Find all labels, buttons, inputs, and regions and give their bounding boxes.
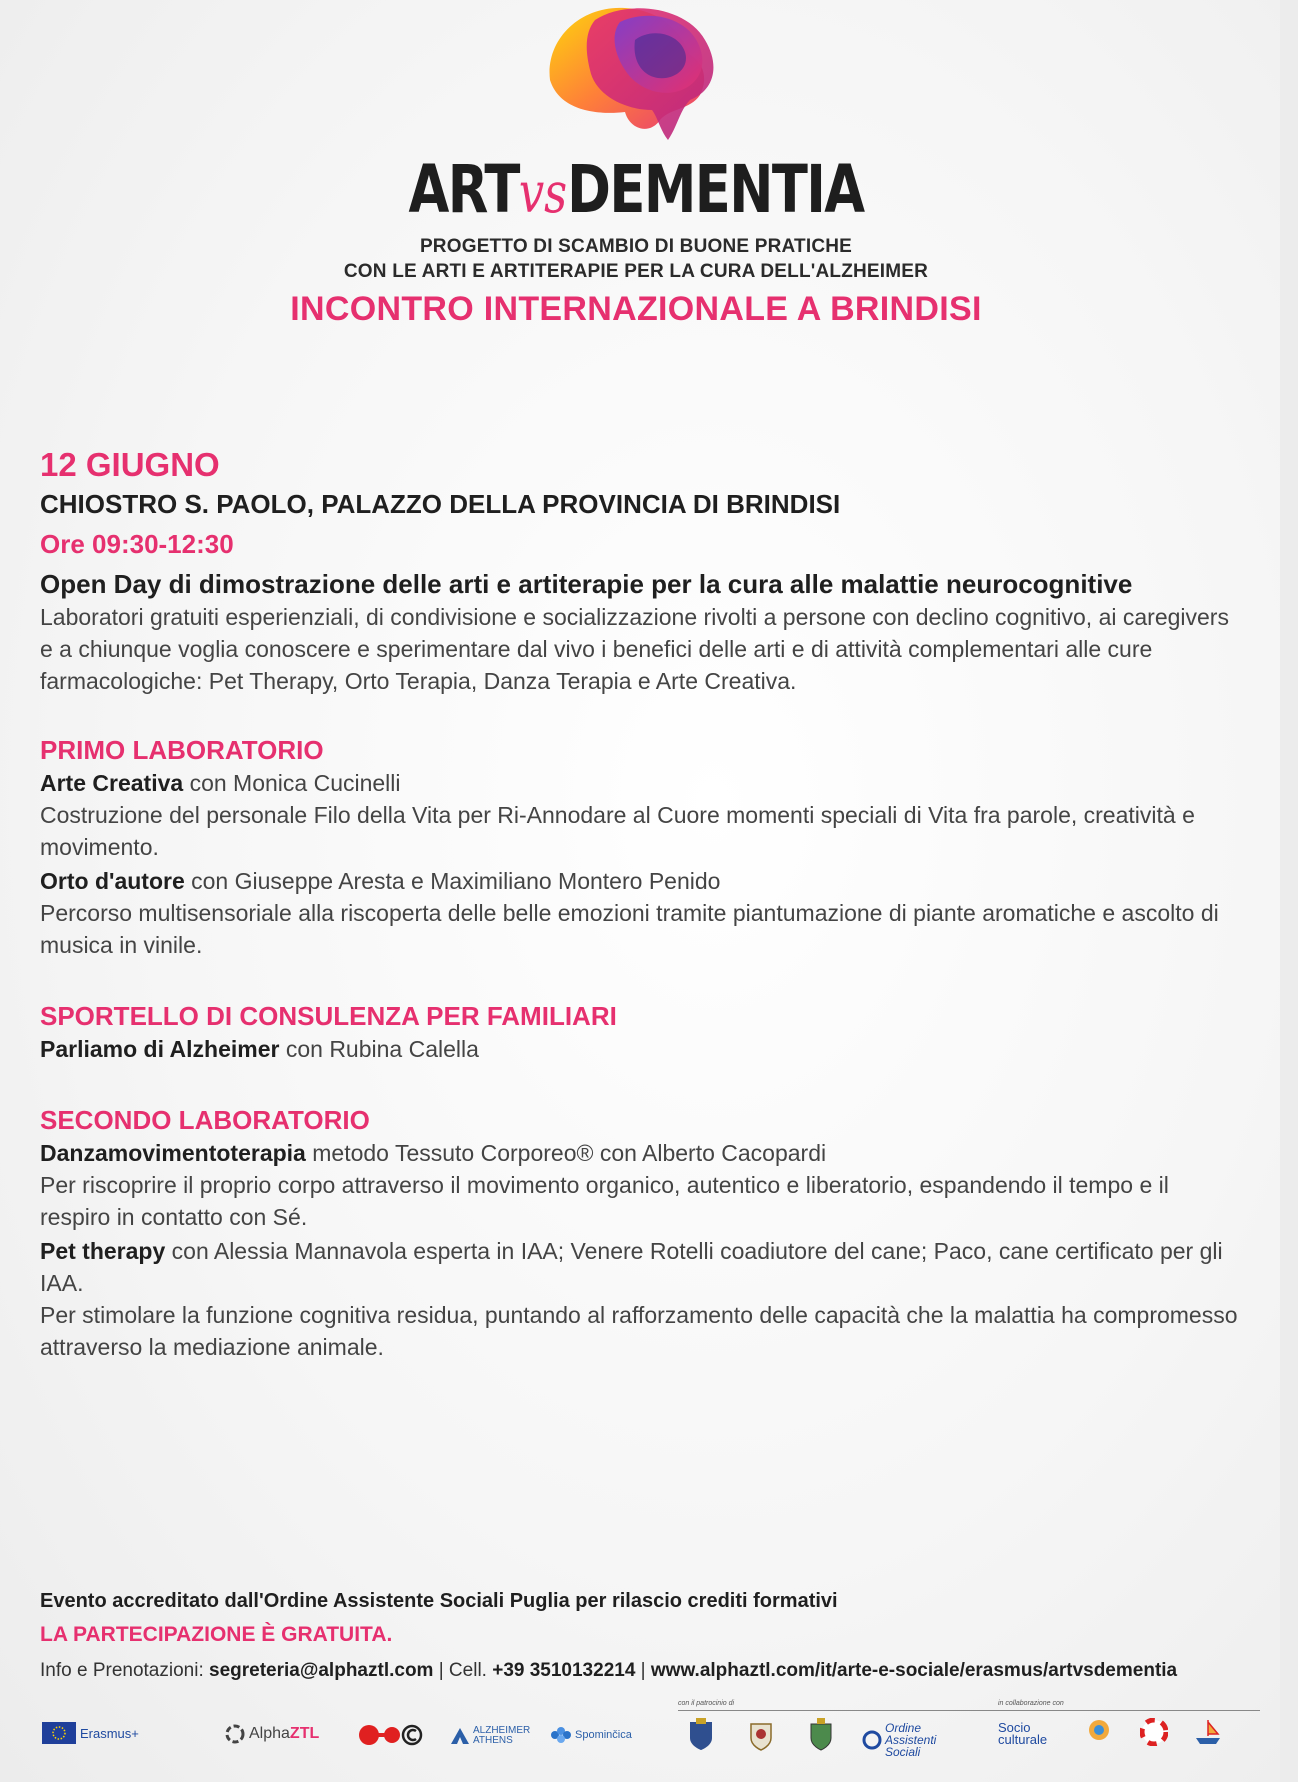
footer bbox=[40, 1586, 1260, 1686]
erasmus-logo bbox=[42, 1722, 139, 1744]
secondo-item-1-desc: Per riscoprire il proprio corpo attraverso il movimento organico, autentico e liberatorio, espandendo il tempo e il respiro in contatto con Sé. bbox=[40, 1172, 1169, 1230]
secondo-item-1 bbox=[40, 1137, 1240, 1169]
primo-item-1 bbox=[40, 767, 1240, 799]
socio-culturale-logo: Socio culturale bbox=[998, 1720, 1048, 1747]
athens-label: ALZHEIMER ATHENS bbox=[473, 1725, 531, 1746]
athens-logo bbox=[450, 1726, 533, 1746]
event-description: Laboratori gratuiti esperienziali, di condivisione e socializzazione rivolti a persone con declino cognitivo, ai caregivers e a chiunque voglia conoscere e sperimentare dal vivo i benefici delle arti e di attività complementari alle cure farmacologiche: Pet Therapy, Orto Terapia, Danza Terapia e Arte Creativa. bbox=[40, 604, 1229, 694]
primo-item-2-name: Orto d'autore bbox=[40, 868, 185, 894]
logo-title bbox=[127, 150, 1145, 234]
spomincica-label: Spominčica bbox=[575, 1729, 632, 1741]
secondo-item-1-name: Danzamovimentoterapia bbox=[40, 1140, 306, 1166]
headline: INCONTRO INTERNAZIONALE A BRINDISI bbox=[290, 290, 982, 328]
sportello-item-1-name: Parliamo di Alzheimer bbox=[40, 1036, 280, 1062]
logo-vs: vs bbox=[518, 161, 568, 226]
sportello-item-1 bbox=[40, 1033, 1240, 1065]
separator: | bbox=[635, 1660, 651, 1681]
subtitle bbox=[0, 234, 1272, 284]
alphaztl-label-b: ZTL bbox=[289, 1725, 320, 1742]
subtitle-line-1: PROGETTO DI SCAMBIO DI BUONE PRATICHE bbox=[419, 236, 853, 257]
main-content bbox=[40, 445, 1240, 1363]
event-title: Open Day di dimostrazione delle arti e artiterapie per la cura alle malattie neurocognitive bbox=[40, 569, 1133, 599]
alphaztl-logo bbox=[225, 1724, 319, 1744]
sportello-heading: SPORTELLO DI CONSULENZA PER FAMILIARI bbox=[40, 1001, 617, 1031]
primo-item-2-desc: Percorso multisensoriale alla riscoperta delle belle emozioni tramite piantumazione di piante aromatiche e ascolto di musica in vinile. bbox=[40, 900, 1219, 958]
ordine-icon bbox=[862, 1730, 882, 1750]
page-edge bbox=[1280, 0, 1298, 1782]
website-link[interactable]: www.alphaztl.com/it/arte-e-sociale/erasmus/artvsdementia bbox=[650, 1660, 1178, 1681]
secondo-item-2-with: con Alessia Mannavola esperta in IAA; Venere Rotelli coadiutore del cane; Paco, cane certificato per gli IAA. bbox=[40, 1238, 1223, 1296]
event-venue: CHIOSTRO S. PAOLO, PALAZZO DELLA PROVINCIA DI BRINDISI bbox=[40, 489, 841, 519]
patrocinio-label: con il patrocinio di bbox=[678, 1700, 735, 1707]
eu-flag-icon bbox=[42, 1722, 76, 1744]
ordine-logo bbox=[862, 1722, 975, 1758]
primo-item-1-desc: Costruzione del personale Filo della Vita per Ri-Annodare al Cuore momenti speciali di Vita fra parole, creatività e movimento. bbox=[40, 802, 1195, 860]
partner-c-icon bbox=[358, 1724, 424, 1746]
erasmus-label: Erasmus+ bbox=[80, 1725, 139, 1741]
primo-heading: PRIMO LABORATORIO bbox=[40, 735, 324, 765]
lifebuoy-icon bbox=[1140, 1718, 1168, 1746]
event-time: Ore 09:30-12:30 bbox=[40, 529, 234, 559]
event-date: 12 GIUGNO bbox=[40, 446, 220, 483]
secondo-item-1-with: metodo Tessuto Corporeo® con Alberto Cacopardi bbox=[305, 1140, 827, 1166]
info-label: Info e Prenotazioni: bbox=[40, 1660, 209, 1681]
logo-art: ART bbox=[408, 151, 519, 228]
accreditation: Evento accreditato dall'Ordine Assistente Sociali Puglia per rilascio crediti formativi bbox=[40, 1590, 838, 1612]
alphaztl-label-a: Alpha bbox=[249, 1725, 290, 1742]
logo-dementia: DEMENTIA bbox=[567, 151, 864, 228]
primo-item-2 bbox=[40, 865, 1240, 897]
contact-info bbox=[40, 1656, 1260, 1686]
secondo-item-2-desc: Per stimolare la funzione cognitiva residua, puntando al rafforzamento delle capacità che la malattia ha compromesso attraverso la mediazione animale. bbox=[40, 1302, 1238, 1360]
brain-logo-icon bbox=[540, 0, 730, 150]
alphaztl-icon bbox=[225, 1724, 245, 1744]
partner-logos bbox=[40, 1700, 1260, 1770]
comune-mesagne-crest-icon bbox=[808, 1718, 834, 1752]
primo-item-1-name: Arte Creativa bbox=[40, 770, 184, 796]
primo-item-2-with: con Giuseppe Aresta e Maximiliano Montero Penido bbox=[184, 868, 721, 894]
athens-icon bbox=[450, 1727, 470, 1745]
partner-boat-icon bbox=[1192, 1716, 1224, 1748]
subtitle-line-2: CON LE ARTI E ARTITERAPIE PER LA CURA DELL'ALZHEIMER bbox=[343, 261, 929, 282]
contact-email[interactable]: segreteria@alphaztl.com bbox=[209, 1660, 434, 1681]
contact-phone[interactable]: +39 3510132214 bbox=[492, 1660, 636, 1681]
collaborazione-divider bbox=[998, 1710, 1260, 1711]
free-participation: LA PARTECIPAZIONE È GRATUITA. bbox=[40, 1623, 393, 1646]
comune-brindisi-crest-icon bbox=[748, 1718, 774, 1752]
secondo-item-2 bbox=[40, 1235, 1240, 1299]
ordine-label: Ordine Assistenti Sociali bbox=[885, 1721, 937, 1759]
collaborazione-label: in collaborazione con bbox=[998, 1700, 1064, 1707]
secondo-heading: SECONDO LABORATORIO bbox=[40, 1105, 370, 1135]
primo-item-1-with: con Monica Cucinelli bbox=[183, 770, 401, 796]
spomincica-logo bbox=[550, 1726, 632, 1744]
partner-hands-icon bbox=[1086, 1718, 1112, 1748]
secondo-item-2-name: Pet therapy bbox=[40, 1238, 166, 1264]
sportello-item-1-with: con Rubina Calella bbox=[279, 1036, 479, 1062]
spomincica-icon bbox=[550, 1726, 572, 1744]
phone-label: | Cell. bbox=[433, 1660, 493, 1681]
provincia-brindisi-crest-icon bbox=[688, 1718, 714, 1752]
partner-c-logo bbox=[358, 1724, 424, 1746]
patrocinio-divider bbox=[678, 1710, 998, 1711]
